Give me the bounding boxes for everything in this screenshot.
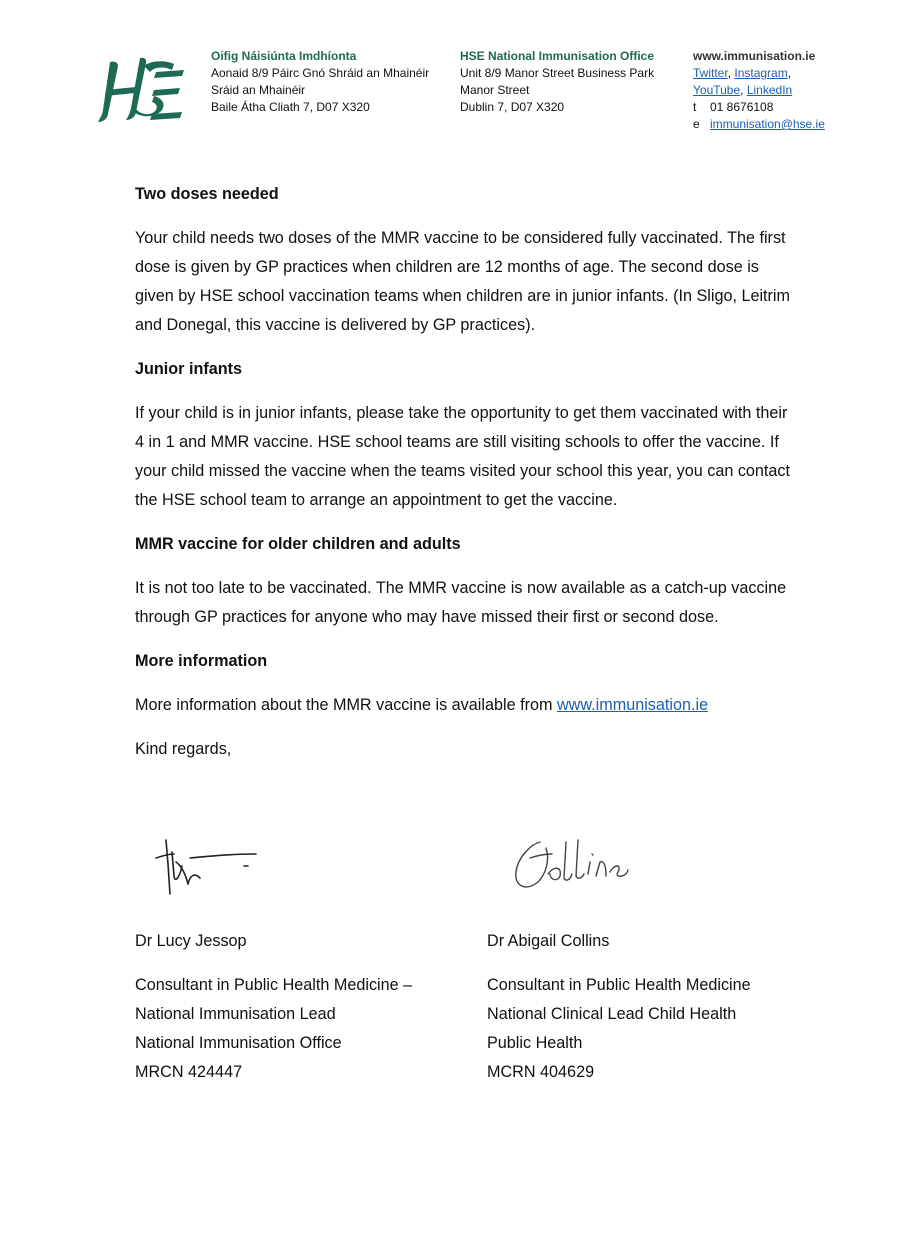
irish-address-block [211, 48, 429, 116]
signer-registration: MCRN 404629 [487, 1063, 595, 1081]
phone-label: t [693, 100, 697, 114]
twitter-link[interactable]: Twitter [693, 66, 728, 80]
irish-address-line: Aonaid 8/9 Páirc Gnó Shráid an Mhainéir [211, 66, 430, 80]
english-address-line: Unit 8/9 Manor Street Business Park [460, 66, 655, 80]
email-label: e [693, 117, 700, 131]
section-heading-junior-infants: Junior infants [135, 360, 243, 378]
linkedin-link[interactable]: LinkedIn [746, 83, 793, 97]
signer-role: National Immunisation Lead [135, 1005, 336, 1023]
signature-collins [510, 832, 650, 896]
irish-office-title: Oifig Náisiúnta Imdhíonta [211, 49, 357, 63]
signer-registration: MRCN 424447 [135, 1063, 243, 1081]
english-office-title: HSE National Immunisation Office [460, 49, 655, 63]
section-body-more-information [135, 691, 795, 720]
section-body-two-doses: Your child needs two doses of the MMR vaccine to be considered fully vaccinated. The first dose is given by GP practices when children are 12 months of age. The second dose is given by HSE school vaccination teams when children are in junior infants. (In Sligo, Leitrim and Donegal, this vaccine is delivered by GP practices). [135, 229, 791, 334]
letter-body [135, 180, 795, 779]
signer-role: National Clinical Lead Child Health [487, 1005, 737, 1023]
signer-office: Public Health [487, 1034, 583, 1052]
website-heading: www.immunisation.ie [693, 49, 816, 63]
more-info-text: More information about the MMR vaccine is available from [135, 696, 557, 714]
phone-number: 01 8676108 [710, 100, 774, 114]
signer-title: Consultant in Public Health Medicine [487, 976, 751, 994]
section-heading-two-doses: Two doses needed [135, 185, 279, 203]
closing-text: Kind regards, [135, 740, 232, 758]
hse-logo-icon [96, 52, 188, 130]
signer-name: Dr Lucy Jessop [135, 932, 247, 950]
email-link[interactable]: immunisation@hse.ie [710, 117, 825, 131]
instagram-link[interactable]: Instagram [734, 66, 788, 80]
section-heading-older-children: MMR vaccine for older children and adults [135, 535, 461, 553]
irish-address-line: Baile Átha Cliath 7, D07 X320 [211, 100, 370, 114]
signer-office: National Immunisation Office [135, 1034, 342, 1052]
section-heading-more-information: More information [135, 652, 268, 670]
youtube-link[interactable]: YouTube [693, 83, 741, 97]
hse-logo [96, 52, 188, 130]
signer-title: Consultant in Public Health Medicine – [135, 976, 413, 994]
section-body-older-children: It is not too late to be vaccinated. The MMR vaccine is now available as a catch-up vaccine through GP practices for anyone who may have missed their first or second dose. [135, 579, 787, 626]
english-address-block [460, 48, 654, 116]
signer-block-jessop [135, 927, 412, 1087]
irish-address-line: Sráid an Mhainéir [211, 83, 306, 97]
immunisation-website-link[interactable]: www.immunisation.ie [556, 696, 709, 714]
contact-block: www.immunisation.ie Twitter, Instagram, YouTube, LinkedIn t 01 8676108 e immunisation@hse.ie [693, 49, 825, 131]
english-address-line: Manor Street [460, 83, 530, 97]
signer-name: Dr Abigail Collins [487, 932, 610, 950]
english-address-line: Dublin 7, D07 X320 [460, 100, 565, 114]
section-body-junior-infants: If your child is in junior infants, please take the opportunity to get them vaccinated with their 4 in 1 and MMR vaccine. HSE school teams are still visiting schools to offer the vaccine. If your child missed the vaccine when the teams visited your school this year, you can contact the HSE school team to arrange an appointment to get the vaccine. [135, 404, 791, 509]
signer-block-collins [487, 927, 751, 1087]
signature-jessop [152, 836, 262, 900]
